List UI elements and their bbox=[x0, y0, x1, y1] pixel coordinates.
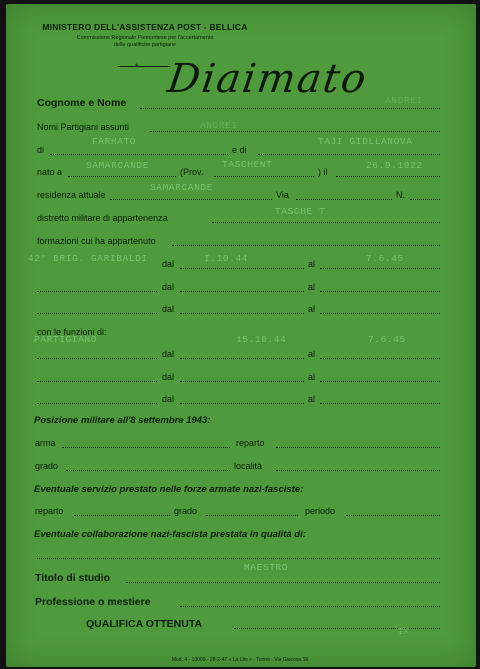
function-row-2-al-line bbox=[320, 381, 440, 382]
service-title: Eventuale servizio prestato nelle forze armate nazi-fasciste: bbox=[34, 484, 304, 495]
formations-label: formazioni cui ha appartenuto bbox=[37, 236, 156, 246]
formation-row-1-al: al bbox=[308, 259, 316, 269]
function-row-2-line bbox=[37, 381, 157, 382]
first-name-value: ANDREI bbox=[385, 95, 423, 106]
father-line bbox=[50, 154, 228, 155]
formation-row-2-al: al bbox=[308, 282, 316, 292]
surname-name-line bbox=[140, 108, 440, 109]
residence-line bbox=[110, 199, 272, 200]
header-rule bbox=[118, 66, 170, 67]
formation-row-3-dal: dal bbox=[162, 304, 175, 314]
function-row-3-al-line bbox=[320, 403, 440, 404]
via-label: Via bbox=[276, 190, 289, 200]
number-line bbox=[410, 199, 440, 200]
reparto-line bbox=[276, 447, 440, 448]
via-line bbox=[296, 199, 392, 200]
study-value: MAESTRO bbox=[244, 562, 289, 573]
service-grado-line bbox=[206, 515, 298, 516]
surname-name-label: Cognome e Nome bbox=[37, 97, 127, 109]
grado-label: grado bbox=[35, 461, 59, 471]
function-row-3-dal-line bbox=[180, 403, 304, 404]
birth-date-line bbox=[336, 176, 440, 177]
mother-value: TAJI GIDLLANOVA bbox=[318, 136, 413, 147]
partisan-name-value: ANDREI bbox=[200, 120, 238, 131]
function-row-1-al: al bbox=[308, 349, 316, 359]
function-to-value: 7.6.45 bbox=[368, 334, 406, 345]
function-row-3-line bbox=[37, 403, 157, 404]
function-from-value: 15.10.44 bbox=[236, 334, 287, 345]
formation-value: 42° BRIG. GARIBALDI bbox=[28, 253, 148, 264]
ministry-title: MINISTERO DELL'ASSISTENZA POST - BELLICA bbox=[42, 22, 248, 32]
formation-row-3-line bbox=[37, 313, 157, 314]
birth-date-value: 26.9.1922 bbox=[366, 160, 423, 171]
reparto-label: reparto bbox=[236, 438, 265, 448]
mother-label: e di bbox=[232, 145, 247, 155]
localita-line bbox=[276, 470, 440, 471]
formation-row-1-dal-line bbox=[180, 268, 304, 269]
profession-line bbox=[180, 606, 440, 607]
arma-line bbox=[62, 447, 230, 448]
residence-value: SAMARCANDE bbox=[150, 182, 214, 193]
collaboration-line bbox=[37, 558, 440, 559]
function-value: PARTIGIANO bbox=[34, 334, 98, 345]
district-value: TASCHE T bbox=[275, 206, 326, 217]
partisan-names-label: Nomi Partigiani assunti bbox=[37, 122, 130, 132]
district-label: distretto militare di appartenenza bbox=[37, 213, 168, 223]
birth-date-label: ) il bbox=[318, 167, 328, 177]
formation-row-3-al: al bbox=[308, 304, 316, 314]
periodo-line bbox=[346, 515, 440, 516]
service-reparto-line bbox=[74, 515, 170, 516]
mother-line bbox=[258, 154, 440, 155]
partisan-names-line bbox=[150, 131, 440, 132]
periodo-label: periodo bbox=[305, 506, 336, 516]
province-label: (Prov. bbox=[180, 167, 204, 177]
commission-line-1: Commissione Regionale Piemontese per l'accertamento bbox=[76, 35, 214, 41]
collaboration-title: Eventuale collaborazione nazi-fascista prestata in qualità di: bbox=[34, 529, 306, 540]
commission-line-2: delle qualifiche partigiane bbox=[113, 42, 177, 48]
district-line bbox=[212, 222, 440, 223]
study-title-label: Titolo di studio bbox=[35, 572, 111, 584]
formation-row-2-line bbox=[37, 291, 157, 292]
function-row-3-dal: dal bbox=[162, 394, 175, 404]
father-label: di bbox=[37, 145, 45, 155]
formation-row-2-dal-line bbox=[180, 291, 304, 292]
localita-label: località bbox=[234, 461, 263, 471]
function-row-1-al-line bbox=[320, 358, 440, 359]
formation-from-value: I.10.44 bbox=[204, 253, 249, 264]
qualifica-line bbox=[234, 628, 440, 629]
formation-row-2-al-line bbox=[320, 291, 440, 292]
star-icon: * bbox=[135, 62, 139, 72]
birthplace-line bbox=[68, 176, 176, 177]
number-label: N. bbox=[396, 190, 405, 200]
father-value: FARHATO bbox=[92, 136, 137, 147]
formation-row-3-dal-line bbox=[180, 313, 304, 314]
service-grado-label: grado bbox=[174, 506, 198, 516]
residence-label: residenza attuale bbox=[37, 190, 106, 200]
province-value: TASCHENT bbox=[222, 159, 273, 170]
function-row-3-al: al bbox=[308, 394, 316, 404]
print-footer: Mod. 4 - 10000 - 28-2-47 « La Lito » - Torino - Via Giacosa 16 bbox=[171, 657, 309, 663]
form-header bbox=[30, 22, 260, 72]
qualifica-label: QUALIFICA OTTENUTA bbox=[86, 618, 203, 630]
birthplace-label: nato a bbox=[37, 167, 63, 177]
formation-row-1-dal: dal bbox=[162, 259, 175, 269]
function-row-1-line bbox=[37, 358, 157, 359]
service-reparto-label: reparto bbox=[35, 506, 64, 516]
functions-label: con le funzioni di: bbox=[37, 327, 107, 337]
profession-label: Professione o mestiere bbox=[35, 596, 151, 608]
arma-label: arma bbox=[35, 438, 56, 448]
function-row-2-dal-line bbox=[180, 381, 304, 382]
function-row-1-dal-line bbox=[180, 358, 304, 359]
study-line bbox=[126, 582, 440, 583]
grado-line bbox=[66, 470, 230, 471]
formation-row-1-al-line bbox=[320, 268, 440, 269]
function-row-2-dal: dal bbox=[162, 372, 175, 382]
military-position-title: Posizione militare all'8 settembre 1943: bbox=[34, 415, 211, 426]
formation-row-2-dal: dal bbox=[162, 282, 175, 292]
function-row-1-dal: dal bbox=[162, 349, 175, 359]
handwritten-surname: Diaimato bbox=[164, 56, 371, 102]
formations-line bbox=[172, 245, 440, 246]
formation-row-3-al-line bbox=[320, 313, 440, 314]
birthplace-value: SAMARCANDE bbox=[86, 160, 150, 171]
qualifica-code: IX bbox=[398, 627, 409, 637]
formation-to-value: 7.6.45 bbox=[366, 253, 404, 264]
function-row-2-al: al bbox=[308, 372, 316, 382]
province-line bbox=[214, 176, 314, 177]
